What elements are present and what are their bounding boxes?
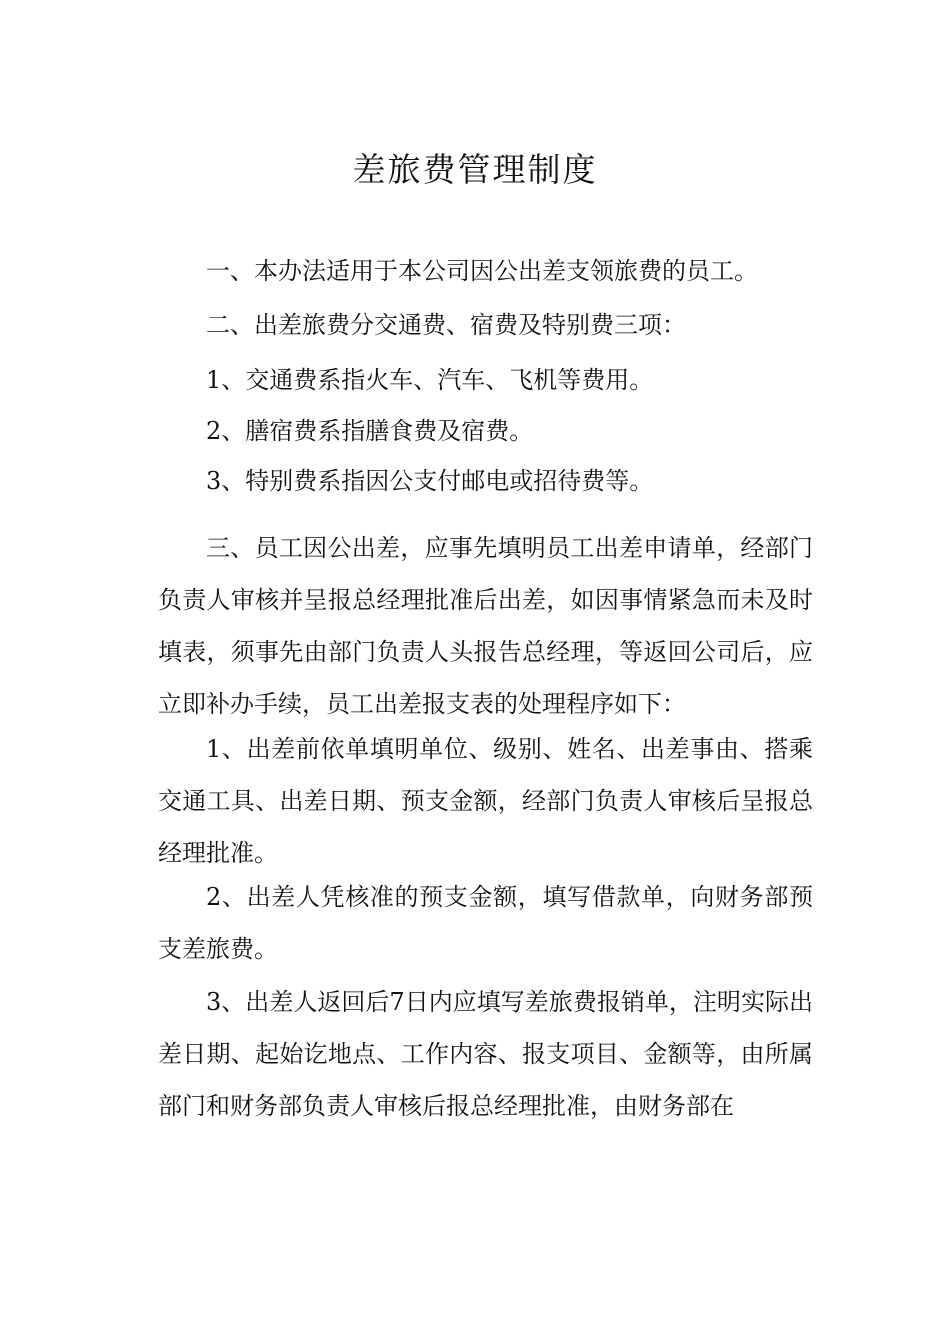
paragraph-8: 2、出差人凭核准的预支金额，填写借款单，向财务部预支差旅费。: [158, 883, 813, 963]
document-title: 差旅费管理制度: [352, 150, 598, 189]
paragraph-5: 3、特别费系指因公支付邮电或招待费等。: [206, 467, 654, 495]
paragraph-3: 1、交通费系指火车、汽车、飞机等费用。: [206, 366, 654, 394]
paragraph-4: 2、膳宿费系指膳食费及宿费。: [206, 417, 534, 445]
paragraph-1: 一、本办法适用于本公司因公出差支领旅费的员工。: [206, 257, 758, 285]
paragraph-9: 3、出差人返回后7日内应填写差旅费报销单，注明实际出差日期、起始讫地点、工作内容、报支项目、金额等，由所属部门和财务部负责人审核后报总经理批准，由财务部在: [158, 988, 813, 1120]
paragraph-6: 三、员工因公出差，应事先填明员工出差申请单，经部门负责人审核并呈报总经理批准后出差，如因事情紧急而未及时填表，须事先由部门负责人头报告总经理，等返回公司后，应立即补办手续，员工出差报支表的处理程序如下：: [158, 534, 813, 718]
paragraph-2: 二、出差旅费分交通费、宿费及特别费三项：: [206, 311, 686, 339]
paragraph-7: 1、出差前依单填明单位、级别、姓名、出差事由、搭乘交通工具、出差日期、预支金额，经部门负责人审核后呈报总经理批准。: [158, 735, 813, 867]
